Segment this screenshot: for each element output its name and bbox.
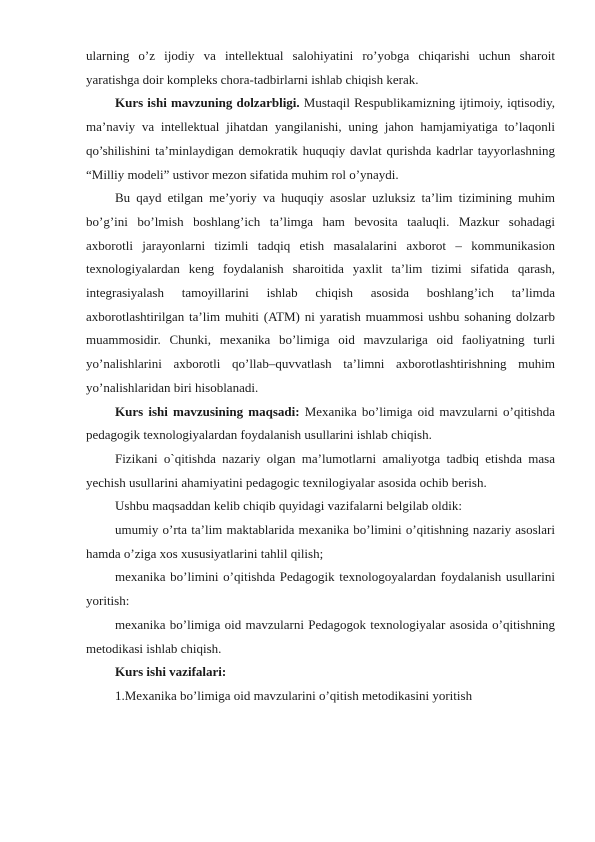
paragraph-text: mexanika bo’limini o’qitishda Pedagogik texnologoyalardan foydalanish usullarini yoritish: (86, 569, 555, 609)
paragraph-text: ularning o’z ijodiy va intellektual salohiyatini ro’yobga chiqarishi uchun sharoit yaratishga doir kompleks chora-tadbirlarni ishlab chiqish kerak. (86, 48, 555, 87)
paragraph-foundations (86, 186, 555, 399)
section-heading-relevance: Kurs ishi mavzuning dolzarbligi. (115, 95, 300, 111)
list-item-analysis (86, 518, 555, 565)
list-item-methodology (86, 613, 555, 660)
paragraph-text: Mustaqil Respublikamizning ijtimoiy, iqtisodiy, ma’naviy va intellektual jihatdan yangilanishi, uning jahon hamjamiyatiga to’laqonli qo’shilishini ta’minlaydigan demokratik huquqiy davlat qurishda kadrlar tayyorlashning “Milliy modeli” ustivor mezon sifatida muhim rol o’ynaydi. (86, 95, 555, 182)
section-heading-tasks: Kurs ishi vazifalari: (115, 664, 227, 680)
paragraph-physics-teaching (86, 447, 555, 494)
paragraph-goal (86, 400, 555, 447)
paragraph-text: Ushbu maqsaddan kelib chiqib quyidagi vazifalarni belgilab oldik: (115, 498, 462, 514)
paragraph-relevance (86, 91, 555, 186)
paragraph-tasks-intro (86, 494, 555, 518)
paragraph-text: 1.Mexanika bo’limiga oid mavzularini o’qitish metodikasini yoritish (115, 687, 473, 703)
document-page (86, 44, 555, 708)
paragraph-text: Mexanika bo’limiga oid mavzularni o’qitishda pedagogik texnologiyalardan foydalanish usullarini ishlab chiqish. (86, 403, 556, 443)
paragraph-text: umumiy o’rta ta’lim maktablarida mexanika bo’limini o’qitishning nazariy asoslari hamda o’ziga xos xususiyatlarini tahlil qilish; (86, 522, 555, 561)
paragraph-text: Bu qayd etilgan me’yoriy va huquqiy asoslar uzluksiz ta’lim tizimining muhim bo’g’ini bo’lmish boshlang’ich ta’limga ham bevosita taaluqli. Mazkur sohadagi axborotli jarayonlarni tizimli tadqiq etish masalalarini axborot – kommunikasion texnologiyalardan keng foydalanish sharoitida yaxlit ta’lim tizimi sifatida qarash, integrasiyalash tamoyillarini ishlab chiqish asosida boshlang’ich ta’limda axborotlashtirilgan ta’lim muhiti (ATM) ni yaratish muammosi ushbu sohaning dolzarb muammosidir. Chunki, mexanika bo’limiga oid mavzulariga oid faoliyatning turli yo’nalishlarini axborotli qo’llab–quvvatlash ta’limni axborotlashtirishning muhim yo’nalishlaridan biri hisoblanadi. (86, 190, 555, 395)
paragraph-text: Fizikani o`qitishda nazariy olgan ma’lumotlarni amaliyotga tadbiq etishda masa yechish usullarini ahamiyatini pedagogic texnilogiyalar asosida ochib berish. (86, 450, 555, 490)
list-item-methods (86, 565, 555, 612)
paragraph-intro-continuation (86, 44, 555, 91)
section-heading-goal: Kurs ishi mavzusining maqsadi: (115, 403, 300, 419)
paragraph-tasks-heading (86, 660, 555, 684)
paragraph-text: mexanika bo’limiga oid mavzularni Pedagogok texnologiyalar asosida o’qitishning metodikasi ishlab chiqish. (86, 616, 555, 656)
list-item-numbered-1 (86, 684, 555, 708)
